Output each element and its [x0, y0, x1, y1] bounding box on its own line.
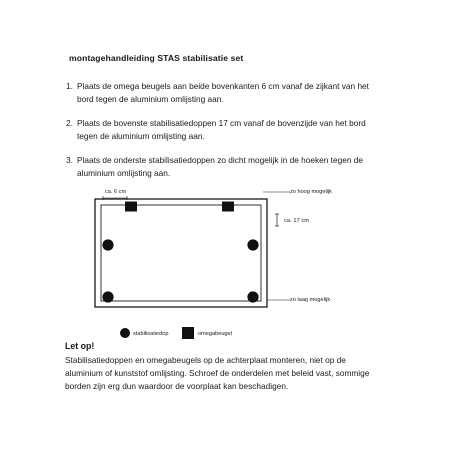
step-text: Plaats de omega beugels aan beide bovenkanten 6 cm vanaf de zijkant van het bord tegen de aluminium omlijsting aan. [77, 81, 369, 104]
label-bottom: zo laag mogelijk [290, 297, 331, 303]
omega-bracket-left [125, 202, 137, 212]
legend-square-icon [182, 327, 194, 339]
legend-dot-label: stabilisatiedop [133, 331, 169, 337]
label-top: zo hoog mogelijk [290, 189, 332, 195]
omega-bracket-right [222, 202, 234, 212]
stabilisation-cap-bottom-left [102, 291, 113, 302]
step-text: Plaats de bovenste stabilisatiedoppen 17 cm vanaf de bovenzijde van het bord tegen de aluminium omlijsting aan. [77, 118, 366, 141]
step-number: 1. [66, 81, 73, 91]
legend-square-label: omegabeugel [198, 331, 232, 337]
label-6cm: ca. 6 cm [105, 189, 127, 195]
step-text: Plaats de onderste stabilisatiedoppen zo dicht mogelijk in de hoeken tegen de aluminium omlijsting aan. [77, 155, 363, 178]
board-inner-frame [101, 205, 261, 301]
legend-dot-icon [120, 328, 130, 338]
stabilisation-cap-top-right [247, 239, 258, 250]
warning-text: Stabilisatiedoppen en omegabeugels op de achterplaat monteren, niet op de aluminium of kunststof omlijsting. Schroef de onderdelen met beleid vast, sommige borden zijn erg dun waardoor de voorplaat kan beschadigen. [65, 355, 370, 391]
warning-title: Let op! [65, 341, 95, 351]
stabilisation-cap-top-left [102, 239, 113, 250]
label-17cm: ca. 17 cm [284, 218, 310, 224]
document-title: montagehandleiding STAS stabilisatie set [69, 53, 244, 63]
step-number: 2. [66, 118, 73, 128]
board-outer-frame [95, 199, 267, 307]
step-number: 3. [66, 155, 73, 165]
stabilisation-cap-bottom-right [247, 291, 258, 302]
